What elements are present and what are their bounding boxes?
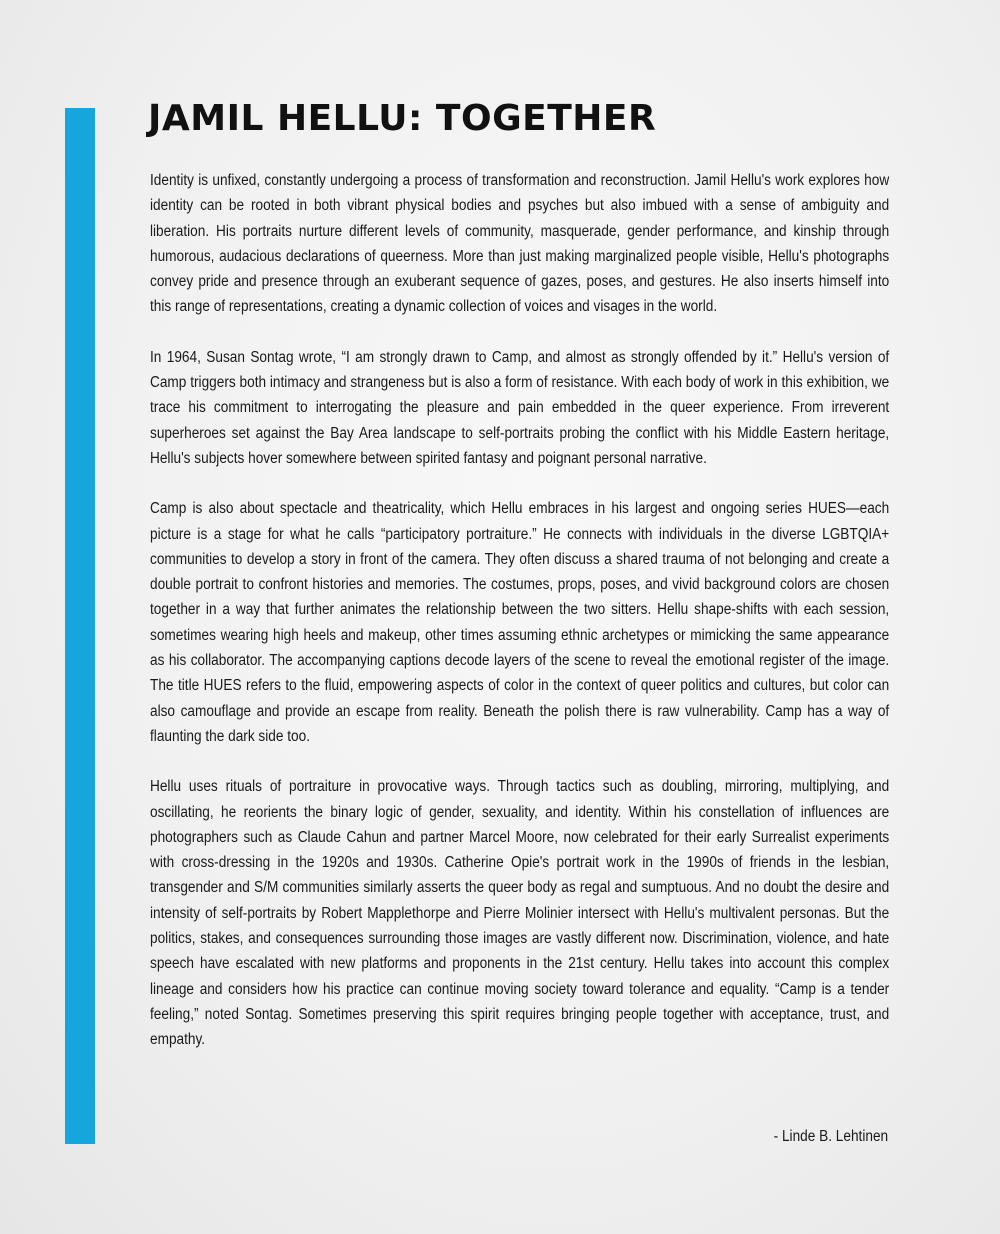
exhibition-title: JAMIL HELLU: TOGETHER [148, 98, 657, 139]
paragraph-identity: Identity is unfixed, constantly undergoing a process of transformation and reconstruction. Jamil Hellu's work explores how identity can be rooted in both vibrant physical bodies and psyches but also imbued with a sense of ambiguity and liberation. His portraits nurture different levels of community, masquerade, gender performance, and kinship through humorous, audacious declarations of queerness. More than just making marginalized people visible, Hellu's photographs convey pride and presence through an exuberant sequence of gazes, poses, and gestures. He also inserts himself into this range of representations, creating a dynamic collection of voices and visages in the world. [150, 172, 890, 316]
wall-text-body [150, 168, 889, 1053]
author-signature: - Linde B. Lehtinen [773, 1128, 888, 1145]
accent-bar [65, 108, 95, 1144]
paragraph-camp-sontag: In 1964, Susan Sontag wrote, “I am strongly drawn to Camp, and almost as strongly offended by it.” Hellu's version of Camp triggers both intimacy and strangeness but is also a form of resistance. With each body of work in this exhibition, we trace his commitment to interrogating the pleasure and pain embedded in the queer experience. From irreverent superheroes set against the Bay Area landscape to self-portraits probing the conflict with his Middle Eastern heritage, Hellu's subjects hover somewhere between spirited fantasy and poignant personal narrative. [150, 348, 890, 467]
paragraph-hues-series: Camp is also about spectacle and theatricality, which Hellu embraces in his largest and ongoing series HUES—each picture is a stage for what he calls “participatory portraiture.” He connects with individuals in the diverse LGBTQIA+ communities to develop a story in front of the camera. They often discuss a shared trauma of not belonging and create a double portrait to confront histories and memories. The costumes, props, poses, and vivid background colors are chosen together in a way that further animates the relationship between the two sitters. Hellu shape-shifts with each session, sometimes wearing high heels and makeup, other times assuming ethnic archetypes or mimicking the same appearance as his collaborator. The accompanying captions decode layers of the scene to reveal the emotional register of the image. The title HUES refers to the fluid, empowering aspects of color in the context of queer politics and cultures, but color can also camouflage and provide an escape from reality. Beneath the polish there is raw vulnerability. Camp has a way of flaunting the dark side too. [150, 500, 890, 745]
paragraph-rituals-portraiture: Hellu uses rituals of portraiture in provocative ways. Through tactics such as doubling, mirroring, multiplying, and oscillating, he reorients the binary logic of gender, sexuality, and identity. Within his constellation of influences are photographers such as Claude Cahun and partner Marcel Moore, now celebrated for their early Surrealist experiments with cross-dressing in the 1920s and 1930s. Catherine Opie's portrait work in the 1990s of friends in the lesbian, transgender and S/M communities similarly asserts the queer body as regal and sumptuous. And no doubt the desire and intensity of self-portraits by Robert Mapplethorpe and Pierre Molinier intersect with Hellu's multivalent personas. But the politics, stakes, and consequences surrounding those images are vastly different now. Discrimination, violence, and hate speech have escalated with new platforms and proponents in the 21st century. Hellu takes into account this complex lineage and considers how his practice can continue moving society toward tolerance and equality. “Camp is a tender feeling,” noted Sontag. Sometimes preserving this spirit requires bringing people together with acceptance, trust, and empathy. [150, 778, 890, 1049]
